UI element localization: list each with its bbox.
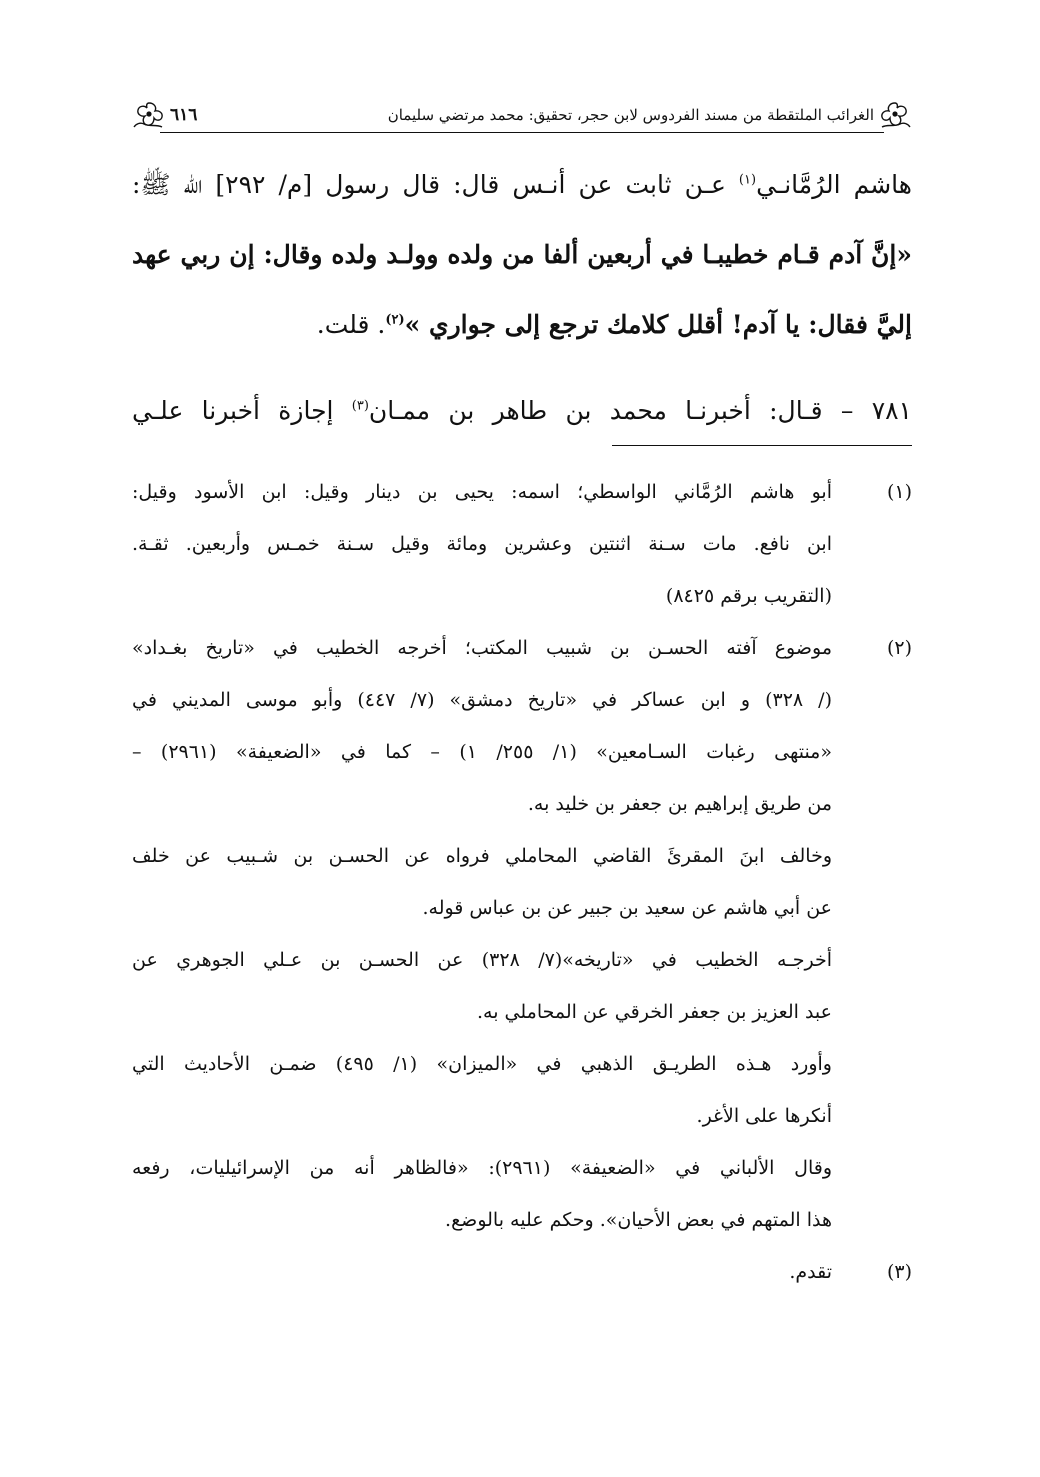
header-divider bbox=[160, 132, 884, 133]
hadith-text-line bbox=[132, 290, 912, 360]
footnote-ref-1: (١) bbox=[738, 172, 757, 188]
text-run: إليَّ فقال: يا آدم! أقلل كلامك ترجع إلى جواري » bbox=[404, 310, 912, 339]
main-text-line bbox=[132, 376, 912, 446]
text-run: عـن ثابت عن أنـس قال: قال رسول [م/ ٢٩٢] الله ﷺ: bbox=[132, 170, 739, 199]
text-run: إجازة أخبرنا علـي bbox=[132, 396, 352, 425]
text-run: ٧٨١ – قـال: أخبرنـا محمد بن طاهر بن ممـان bbox=[368, 396, 912, 425]
footnote-line: هذا المتهم في بعض الأحيان». وحكم عليه بالوضع. bbox=[445, 1209, 832, 1231]
footnote-line: وخالف ابنَ المقرئَ القاضي المحاملي فرواه عن الحسـن بن شـبيب عن خلف bbox=[132, 845, 832, 867]
footnote-line: موضوع آفته الحسـن بن شبيب المكتب؛ أخرجه الخطيب في «تاريخ بغـداد» bbox=[132, 637, 832, 659]
footnote-number: (١) bbox=[886, 481, 912, 503]
main-text-line bbox=[132, 150, 912, 220]
footnote-2 bbox=[132, 622, 912, 830]
footnotes bbox=[132, 466, 912, 1298]
footnote-line: عبد العزيز بن جعفر الخرقي عن المحاملي به. bbox=[476, 1001, 832, 1023]
text-run: . قلت. bbox=[316, 310, 386, 339]
footnote-3 bbox=[132, 1246, 912, 1298]
footnote-ref-2: (٢) bbox=[385, 312, 405, 328]
footnote-line: عن أبي هاشم عن سعيد بن جبير عن بن عباس قوله. bbox=[422, 897, 832, 919]
footnote-line: «منتهى رغبات السـامعين» (١/ ٢٥٥/ ١) – كما في «الضعيفة» (٢٩٦١) – bbox=[132, 741, 832, 763]
footnote-line: من طريق إبراهيم بن جعفر بن خليد به. bbox=[527, 793, 832, 815]
footnote-line: تقدم. bbox=[789, 1261, 832, 1283]
footnote-line: أخرجـه الخطيب في «تاريخه»(٧/ ٣٢٨) عن الحسـن بن عـلي الجوهري عن bbox=[132, 949, 832, 971]
running-title: الغرائب الملتقطة من مسند الفردوس لابن حجر، تحقيق: محمد مرتضي سليمان bbox=[387, 106, 874, 124]
footnote-number: (٣) bbox=[886, 1261, 912, 1283]
footnote-line: (التقريب برقم ٨٤٢٥) bbox=[665, 585, 832, 607]
footnote-1 bbox=[132, 466, 912, 622]
text-run: هاشم الرُمَّانـي bbox=[756, 170, 912, 199]
running-header bbox=[132, 98, 912, 138]
footnote-2-continuation bbox=[132, 830, 912, 1246]
footnote-line: أبو هاشم الرُمَّاني الواسطي؛ اسمه: يحيى بن دينار وقيل: ابن الأسود وقيل: bbox=[132, 481, 832, 503]
footnote-line: أنكرها على الأغر. bbox=[696, 1105, 832, 1127]
floral-ornament-icon bbox=[878, 100, 912, 130]
floral-ornament-icon bbox=[132, 100, 166, 130]
footnote-line: (/ ٣٢٨) و ابن عساكر في «تاريخ دمشق» (٧/ ٤٤٧) وأبو موسى المديني في bbox=[132, 689, 832, 711]
footnote-line: وقال الألباني في «الضعيفة» (٢٩٦١): «فالظاهر أنه من الإسرائيليات، رفعه bbox=[132, 1157, 832, 1179]
main-text bbox=[132, 150, 912, 446]
footnote-divider bbox=[612, 445, 912, 446]
footnote-line: وأورد هـذه الطريـق الذهبي في «الميزان» (١/ ٤٩٥) ضمـن الأحاديث التي bbox=[132, 1053, 832, 1075]
footnote-ref-3: (٣) bbox=[351, 398, 369, 414]
footnote-number: (٢) bbox=[886, 637, 912, 659]
hadith-text-line: «إنَّ آدم قـام خطيبـا في أربعين ألفا من ولده وولـد ولده وقال: إن ربي عهد bbox=[132, 240, 912, 269]
page-number: ٦١٦ bbox=[170, 105, 198, 125]
footnote-line: ابن نافع. مات سـنة اثنتين وعشرين ومائة وقيل سـنة خمـس وأربعين. ثقـة. bbox=[132, 533, 832, 555]
